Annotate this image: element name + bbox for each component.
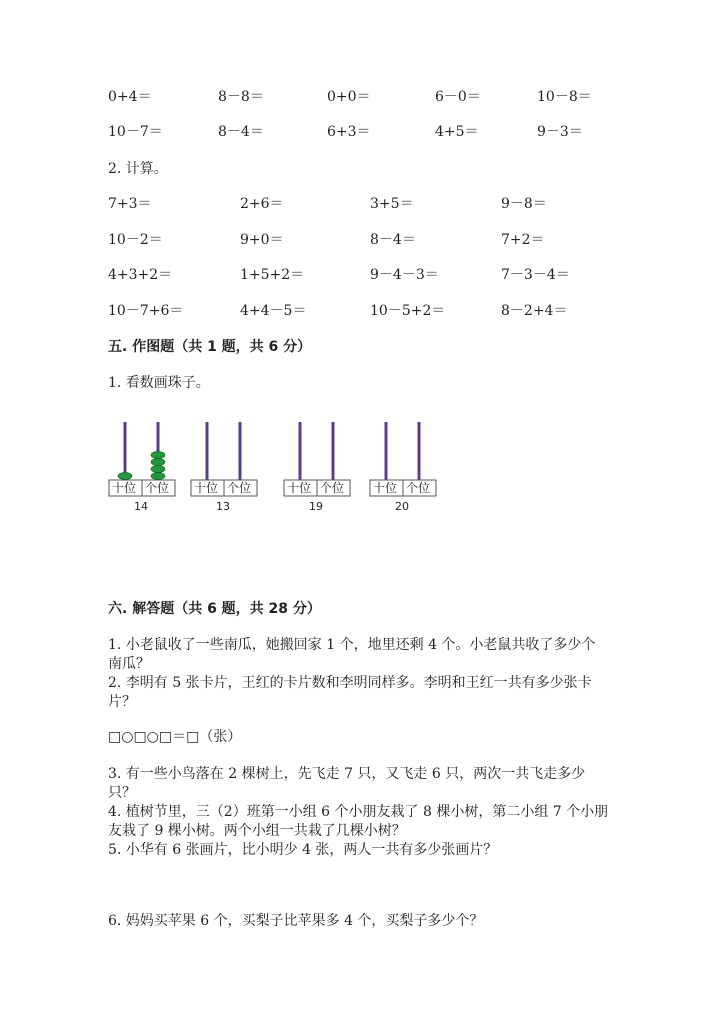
calc-item: 10－5+2＝: [370, 303, 446, 319]
calc-item: 4+4－5＝: [240, 303, 307, 319]
exercise-item: 10－7＝: [108, 124, 163, 140]
calc-item: 9+0＝: [240, 232, 284, 248]
tens-label: 十位: [287, 481, 312, 495]
calc-item: 7－3－4＝: [501, 267, 570, 283]
question-line: 1. 小老鼠收了一些南瓜，她搬回家 1 个，地里还剩 4 个。小老鼠共收了多少个: [108, 637, 596, 653]
ones-label: 个位: [145, 481, 170, 495]
tens-label: 十位: [112, 481, 137, 495]
calc-item: 3+5＝: [370, 196, 414, 212]
question-line: 4. 植树节里，三（2）班第一小组 6 个小朋友栽了 8 棵小树，第二小组 7 个小朋: [108, 804, 609, 820]
exercise-item: 0+0＝: [327, 89, 371, 105]
calc-item: 8－2+4＝: [501, 303, 568, 319]
ones-beads: [151, 451, 165, 479]
section-6-title: 六. 解答题（共 6 题，共 28 分）: [108, 601, 321, 617]
exercise-item: 9－3＝: [537, 124, 583, 140]
question-line: 5. 小华有 6 张画片，比小明少 4 张，两人一共有多少张画片？: [108, 842, 498, 858]
tens-label: 十位: [194, 481, 219, 495]
tens-label: 十位: [373, 481, 398, 495]
question-line: 片？: [108, 694, 136, 710]
bead: [151, 451, 165, 458]
calc-item: 9－8＝: [501, 196, 547, 212]
calc-row-4: [0, 300, 720, 322]
bead: [151, 458, 165, 465]
abacus-caption: 20: [395, 500, 409, 513]
exercise-item: 6－0＝: [435, 89, 481, 105]
exercise-row-1: [0, 86, 720, 108]
exercise-item: 8－8＝: [218, 89, 264, 105]
exercise-row-2: [0, 121, 720, 143]
calc-row-3: [0, 264, 720, 286]
section-5-question-1: 1. 看数画珠子。: [108, 375, 210, 391]
calc-row-1: [0, 193, 720, 215]
tens-beads: [118, 472, 132, 479]
calc-item: 10－2＝: [108, 232, 163, 248]
calc-item: 2+6＝: [240, 196, 284, 212]
question-line: 南瓜？: [108, 656, 150, 672]
answer-template: □○□○□＝□（张）: [108, 729, 242, 745]
bead: [118, 472, 132, 479]
ones-label: 个位: [320, 481, 345, 495]
calc-item: 7+2＝: [501, 232, 545, 248]
question-line: 2. 李明有 5 张卡片，王红的卡片数和李明同样多。李明和王红一共有多少张卡: [108, 675, 592, 691]
calc-item: 9－4－3＝: [370, 267, 439, 283]
question-2-title: 2. 计算。: [108, 161, 168, 177]
abacus-drawing: [369, 420, 479, 520]
abacus-figure: [369, 420, 479, 520]
exercise-item: 4+5＝: [435, 124, 479, 140]
exercise-item: 8－4＝: [218, 124, 264, 140]
question-line: 6. 妈妈买苹果 6 个，买梨子比苹果多 4 个，买梨子多少个？: [108, 913, 484, 929]
section-5-title: 五. 作图题（共 1 题，共 6 分）: [108, 339, 312, 355]
calc-item: 10－7+6＝: [108, 303, 184, 319]
exercise-item: 6+3＝: [327, 124, 371, 140]
bead: [151, 472, 165, 479]
abacus-caption: 14: [134, 500, 148, 513]
question-line: 只？: [108, 785, 136, 801]
question-line: 友栽了 9 棵小树。两个小组一共栽了几棵小树？: [108, 823, 406, 839]
abacus-caption: 13: [216, 500, 230, 513]
bead: [151, 465, 165, 472]
calc-item: 7+3＝: [108, 196, 152, 212]
calc-item: 1+5+2＝: [240, 267, 305, 283]
exercise-item: 0+4＝: [108, 89, 152, 105]
ones-label: 个位: [406, 481, 431, 495]
calc-item: 8－4＝: [370, 232, 416, 248]
abacus-caption: 19: [309, 500, 323, 513]
calc-row-2: [0, 229, 720, 251]
question-line: 3. 有一些小鸟落在 2 棵树上，先飞走 7 只，又飞走 6 只，两次一共飞走多少: [108, 766, 586, 782]
exercise-item: 10－8＝: [537, 89, 592, 105]
calc-item: 4+3+2＝: [108, 267, 173, 283]
ones-label: 个位: [227, 481, 252, 495]
